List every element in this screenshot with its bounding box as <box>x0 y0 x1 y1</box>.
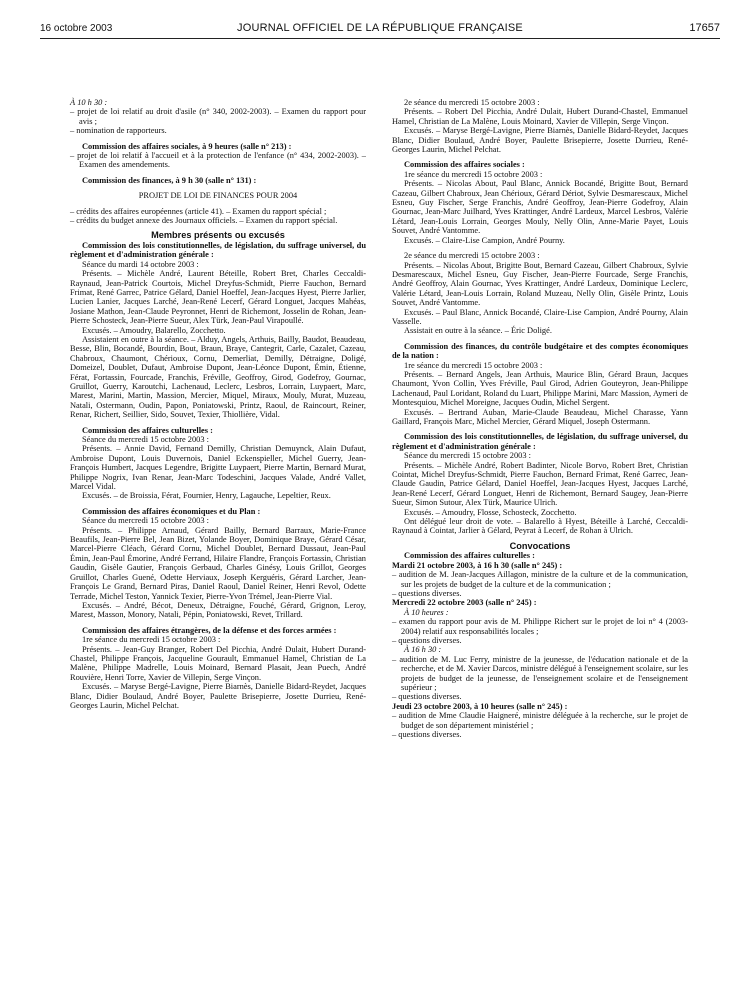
excuses-list: Excusés. – Bertrand Auban, Marie-Claude Beaudeau, Michel Charasse, Yann Gaillard, François Marc, Michel Mercier, Gérard Miquel, Joseph Ostermann. <box>392 407 688 426</box>
section-title: Convocations <box>509 540 571 551</box>
committee-heading: Commission des finances, à 9 h 30 (salle n° 131) : <box>82 175 257 185</box>
assistaient-list: Assistaient en outre à la séance. – Alduy, Angels, Arthuis, Bailly, Baudot, Beaudeau, Besse, Blin, Bocandé, Bourdin, Bout, Braun, Braye, Cantegrit, Carle, Cazalet, Cazeau, Chabroux, Chaumont, Chérioux, Cornu, Demerliat, Demilly, Détraigne, Doligé, Domeizel, Doublet, Dufaut, Ambroise Dupont, Jean-Léonce Dupont, Émin, Étienne, Férat, Fortassin, Fourcade, Franchis, Fréville, Geoffroy, Girod, Godefroy, Gournac, Gruillot, Guerry, Karoutchi, Lachenaud, Leclerc, Lesbros, Lorrain, Luypaert, Marc, Marest, Marini, Martin, Massion, Mercier, Miquel, Miraux, Mouly, Murat, Muzeau, Natali, Ostermann, Oudin, Papon, Poniatowski, Printz, Raoul, de Raincourt, Reiner, Renar, Richert, Seillier, Sido, Souvet, Texier, Thiollière, Vidal. <box>70 334 366 420</box>
agenda-item: – examen du rapport pour avis de M. Philippe Richert sur le projet de loi n° 4 (2003-2004) relatif aux responsabilités locales ; <box>392 617 688 636</box>
meeting-date: Jeudi 23 octobre 2003, à 10 heures (salle n° 245) : <box>392 701 568 711</box>
session-date: 2e séance du mercredi 15 octobre 2003 : <box>404 98 540 107</box>
excuses-list: Excusés. – Amoudry, Balarello, Zocchetto. <box>82 325 226 335</box>
agenda-item: – crédits des affaires européennes (article 41). – Examen du rapport spécial ; <box>70 206 327 216</box>
section-subtitle: PROJET DE LOI DE FINANCES POUR 2004 <box>138 191 298 201</box>
excuses-list: Excusés. – Paul Blanc, Annick Bocandé, Claire-Lise Campion, André Pourny, Alain Vasselle. <box>392 307 688 326</box>
excuses-list: Excusés. – de Broissia, Férat, Fournier, Henry, Lagauche, Lepeltier, Reux. <box>82 491 331 501</box>
agenda-item: – questions diverses. <box>392 692 462 702</box>
excuses-list: Excusés. – Maryse Bergé-Lavigne, Pierre Biarnès, Danielle Bidard-Reydet, Jacques Blanc, Didier Boulaud, André Boyer, Paulette Brisepierre, Josette Durrieu, René-Georges Laurin, Michel Pelchat. <box>70 682 366 710</box>
assistait-list: Assistait en outre à la séance. – Éric Doligé. <box>404 326 552 336</box>
committee-heading: Commission des lois constitutionnelles, de législation, du suffrage universel, du règlement et d'administration générale : <box>392 432 688 451</box>
agenda-item: – audition de M. Luc Ferry, ministre de la jeunesse, de l'éducation nationale et de la recherche, et de M. Xavier Darcos, ministre délégué à l'enseignement scolaire, sur les projets de budget de la jeunesse, de l'enseignement scolaire et de l'enseignement supérieur ; <box>392 654 688 692</box>
agenda-item: – questions diverses. <box>392 730 462 739</box>
committee-heading: Commission des affaires économiques et du Plan : <box>82 506 261 516</box>
excuses-list: Excusés. – Maryse Bergé-Lavigne, Pierre Biarnès, Danielle Bidard-Reydet, Jacques Blanc, Didier Boulaud, André Boyer, Paulette Brisepierre, Josette Durrieu, René-Georges Laurin, Michel Pelchat. <box>392 126 688 155</box>
committee-heading: Commission des affaires étrangères, de la défense et des forces armées : <box>82 625 337 635</box>
time-heading: À 16 h 30 : <box>404 645 442 655</box>
committee-heading: Commission des affaires sociales, à 9 heures (salle n° 213) : <box>82 141 292 151</box>
presents-list: Présents. – Philippe Arnaud, Gérard Bailly, Bernard Barraux, Marie-France Beaufils, Jean-Pierre Bel, Jean Bizet, Yolande Boyer, Dominique Braye, Gérard César, Marcel-Pierre Cléach, Gérard Cornu, Michel Doublet, Bernard Dussaut, Jean-Paul Émin, Jean-Paul Émorine, André Ferrand, Hilaire Flandre, François Fortassin, Christian Gaudin, Gisèle Gautier, François Gerbaud, Charles Ginésy, Louis Grillot, Georges Gruillot, Charles Guené, Odette Herviaux, Joseph Kerguéris, Gérard Larcher, Jean-François Le Grand, Bernard Piras, Daniel Raoul, Daniel Reiner, Henri Revol, Odette Terrade, Michel Teston, Yannick Texier, Pierre-Yvon Trémel, Jean-Pierre Vial. <box>70 525 366 601</box>
excuses-list: Excusés. – André, Bécot, Deneux, Détraigne, Fouché, Gérard, Grignon, Leroy, Marest, Masson, Monory, Natali, Pépin, Poniatowski, Revet, Trillard. <box>70 600 366 620</box>
header-rule <box>40 38 720 39</box>
committee-heading: Commission des affaires sociales : <box>404 160 525 170</box>
agenda-item: – questions diverses. <box>392 588 462 598</box>
session-date: Séance du mardi 14 octobre 2003 : <box>82 259 199 269</box>
time-heading: À 10 h 30 : <box>70 98 108 107</box>
presents-list: Présents. – Nicolas About, Brigitte Bout, Bernard Cazeau, Gilbert Chabroux, Sylvie Desmarescaux, Michel Esneu, Guy Fischer, Jean-Pierre Fourcade, Serge Franchis, André Geoffroy, Alain Gournac, Yves Krattinger, André Lardeux, Dominique Leclerc, Valérie Létard, Jean-Louis Lorrain, Roland Muzeau, Nelly Olin, Gisèle Printz, Louis Souvet, André Vantomme. <box>392 260 688 308</box>
agenda-item: – audition de Mme Claudie Haigneré, ministre déléguée à la recherche, sur le projet de budget de son département ministériel ; <box>392 711 688 730</box>
committee-heading: Commission des lois constitutionnelles, de législation, du suffrage universel, du règlement et d'administration générale : <box>70 240 366 260</box>
session-date: Séance du mercredi 15 octobre 2003 : <box>82 516 209 526</box>
committee-heading: Commission des affaires culturelles : <box>404 551 535 561</box>
agenda-item: – projet de loi relatif à l'accueil et à la protection de l'enfance (n° 434, 2002-2003). – Examen des amendements. <box>70 151 366 170</box>
right-column <box>392 98 688 739</box>
page-number: 17657 <box>689 22 720 34</box>
agenda-item: – questions diverses. <box>392 635 462 645</box>
left-column <box>70 98 366 710</box>
committee-heading: Commission des affaires culturelles : <box>82 425 213 435</box>
session-date: Séance du mercredi 15 octobre 2003 : <box>404 451 531 461</box>
agenda-item: – projet de loi relatif au droit d'asile (n° 340, 2002-2003). – Examen du rapport pour avis ; <box>70 107 366 126</box>
section-title: Membres présents ou excusés <box>151 230 285 241</box>
journal-title: JOURNAL OFFICIEL DE LA RÉPUBLIQUE FRANÇAISE <box>237 22 523 34</box>
excuses-list: Excusés. – Amoudry, Flosse, Schosteck, Zocchetto. <box>404 507 577 517</box>
session-date: 1re séance du mercredi 15 octobre 2003 : <box>404 360 543 370</box>
meeting-date: Mardi 21 octobre 2003, à 16 h 30 (salle n° 245) : <box>392 560 563 570</box>
presents-list: Présents. – Nicolas About, Paul Blanc, Annick Bocandé, Brigitte Bout, Bernard Cazeau, Gilbert Chabroux, Jean Chérioux, Gérard Dériot, Sylvie Desmarescaux, Michel Esneu, Guy Fischer, Serge Franchis, André Geoffroy, Jean-Pierre Godefroy, Alain Gournac, Jean-Marc Juilhard, Yves Krattinger, André Lardeux, Marcel Lesbros, Valérie Létard, Jean-Louis Lorrain, Georges Mouly, Nelly Olin, Anne-Marie Payet, Louis Souvet, André Vantomme. <box>392 179 688 236</box>
presents-list: Présents. – Michèle André, Robert Badinter, Nicole Borvo, Robert Bret, Christian Cointat, Michel Dreyfus-Schmidt, Pierre Fauchon, Bernard Frimat, René Garrec, Jean-Claude Gaudin, Patrice Gélard, Daniel Hoeffel, Jean-Jacques Hyest, Jacques Larché, Jean-René Lecerf, Gérard Longuet, Henri de Richemont, Bernard Saugey, Jean-Pierre Sueur, Simon Sutour, Alex Türk, Maurice Ulrich. <box>392 460 688 508</box>
presents-list: Présents. – Michèle André, Laurent Béteille, Robert Bret, Charles Ceccaldi-Raynaud, Jean-Patrick Courtois, Michel Dreyfus-Schmidt, Pierre Fauchon, Bernard Frimat, René Garrec, Patrice Gélard, Daniel Hoeffel, Jean-Jacques Hyest, Pierre Jarlier, Lucien Lanier, Jacques Larché, Jean-René Lecerf, Gérard Longuet, Jacques Mahéas, Josiane Mathon, Jean-Claude Peyronnet, Henri de Richemont, Josselin de Rohan, Jean-Pierre Schosteck, Jean-Pierre Sueur, Alex Türk, Jean-Paul Virapoullé. <box>70 269 366 326</box>
session-date: 2e séance du mercredi 15 octobre 2003 : <box>404 251 540 261</box>
agenda-item: – crédits du budget annexe des Journaux officiels. – Examen du rapport spécial. <box>70 216 338 226</box>
committee-heading: Commission des finances, du contrôle budgétaire et des comptes économiques de la nation : <box>392 341 688 361</box>
excuses-list: Excusés. – Claire-Lise Campion, André Pourny. <box>404 235 565 245</box>
agenda-item: – nomination de rapporteurs. <box>70 126 167 136</box>
presents-list: Présents. – Robert Del Picchia, André Dulait, Hubert Durand-Chastel, Emmanuel Hamel, Christian de La Malène, Louis Moinard, Xavier de Villepin, Serge Vinçon. <box>392 107 688 126</box>
presents-list: Présents. – Annie David, Fernand Demilly, Christian Demuynck, Alain Dufaut, Ambroise Dupont, Louis Duvernois, Daniel Eckenspieller, Michel Guerry, Jean-François Humbert, Jacques Legendre, Brigitte Luypaert, Pierre Martin, Bernard Murat, Philippe Nogrix, Ivan Renar, Jean-Marc Todeschini, Jacques Valade, André Vallet, Marcel Vidal. <box>70 444 366 492</box>
session-date: 1re séance du mercredi 15 octobre 2003 : <box>82 635 221 645</box>
time-heading: À 10 heures : <box>404 607 449 617</box>
presents-list: Présents. – Bernard Angels, Jean Arthuis, Maurice Blin, Gérard Braun, Jacques Chaumont, Yvon Collin, Yves Fréville, Paul Girod, Adrien Gouteyron, Jean-Philippe Lachenaud, Paul Loridant, Roland du Luart, Philippe Marini, Marc Massion, Aymeri de Montesquiou, Michel Moreigne, Jacques Oudin, Michel Sergent. <box>392 369 688 408</box>
session-date: Séance du mercredi 15 octobre 2003 : <box>82 435 209 444</box>
agenda-item: – audition de M. Jean-Jacques Aillagon, ministre de la culture et de la communication, sur les projets de budget de la culture et de la communication ; <box>392 570 688 589</box>
page-header <box>40 20 720 36</box>
vote-delegation: Ont délégué leur droit de vote. – Balarello à Hyest, Béteille à Larché, Ceccaldi-Raynaud à Cointat, Jarlier à Gélard, Peyrat à Lecerf, de Rohan à Ulrich. <box>392 517 688 536</box>
presents-list: Présents. – Jean-Guy Branger, Robert Del Picchia, André Dulait, Hubert Durand-Chastel, Philippe François, Jacqueline Gourault, Emmanuel Hamel, Christian de La Malène, Philippe Madrelle, Louis Moinard, Bernard Plasait, Jean Puech, André Rouvière, Henri Torre, Xavier de Villepin, Serge Vinçon. <box>70 644 366 682</box>
issue-date: 16 octobre 2003 <box>40 23 113 34</box>
meeting-date: Mercredi 22 octobre 2003 (salle n° 245) : <box>392 598 537 608</box>
session-date: 1re séance du mercredi 15 octobre 2003 : <box>404 169 543 179</box>
